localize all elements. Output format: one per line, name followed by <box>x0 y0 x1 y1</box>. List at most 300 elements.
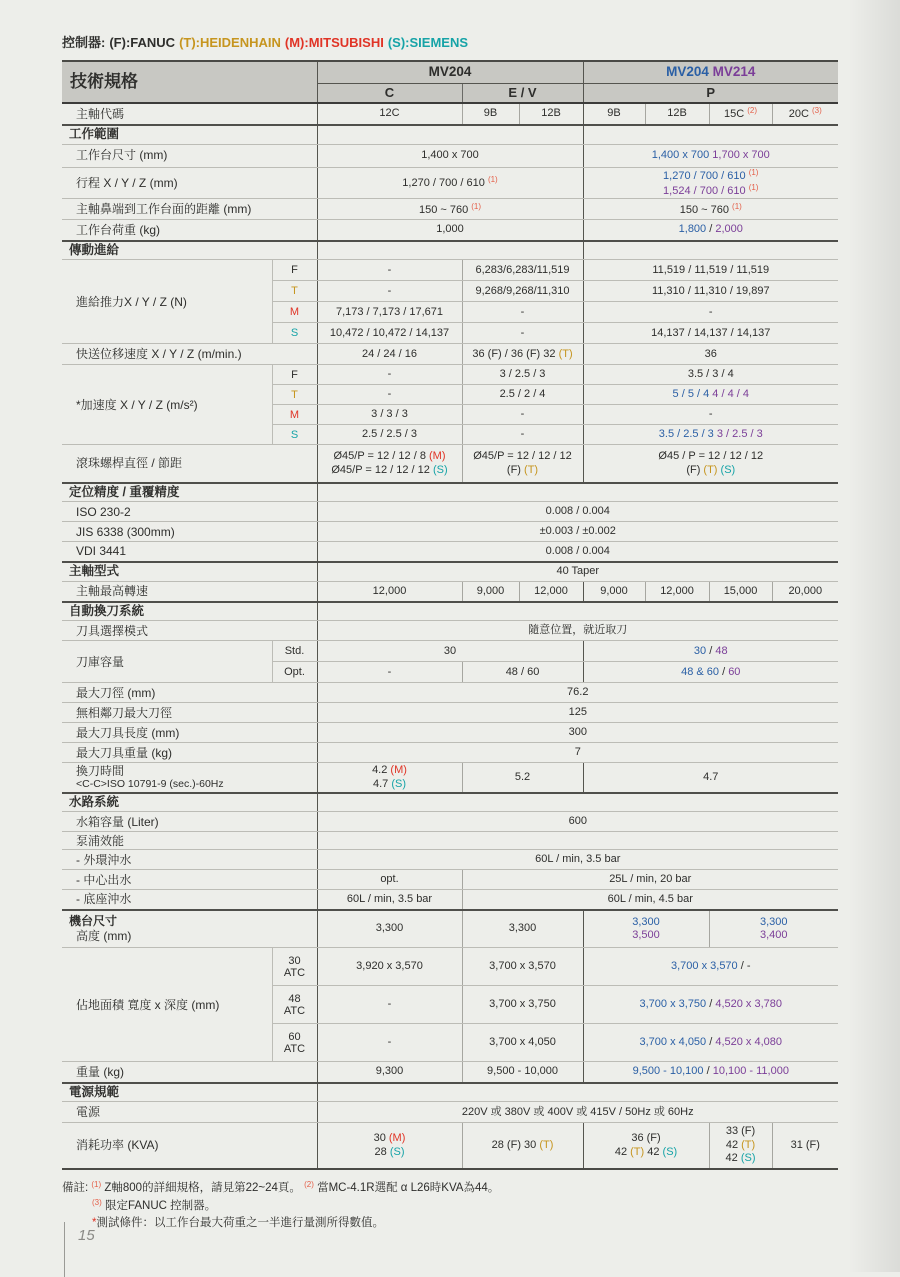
value-cell: 7,173 / 7,173 / 17,671 <box>317 302 462 323</box>
text-segment: (T) <box>741 1138 756 1151</box>
text-segment: (1) <box>91 1179 102 1189</box>
row-label <box>62 167 317 199</box>
label-line: 水箱容量 (Liter) <box>76 814 159 829</box>
text-segment: 150 ~ 760 <box>418 203 472 216</box>
value-line <box>320 778 460 791</box>
text-segment: / <box>706 1036 716 1049</box>
value-cell: 20,000 <box>772 582 838 602</box>
text-segment: 36 (F) <box>631 1132 661 1145</box>
table-row <box>62 502 838 522</box>
section-label <box>62 1083 317 1102</box>
value-cell: 25L / min, 20 bar <box>462 870 838 890</box>
value-cell: 1,000 <box>317 220 583 241</box>
value-cell: 12B <box>519 103 583 125</box>
section-label <box>62 483 317 502</box>
value-line <box>320 464 460 477</box>
value-cell <box>583 385 838 405</box>
label-line: 工作範圍 <box>69 127 120 142</box>
table-row <box>62 220 838 241</box>
row-label <box>62 1062 317 1083</box>
value-cell: 1,400 x 700 <box>317 144 583 167</box>
value-line <box>712 1139 770 1152</box>
value-cell <box>583 641 838 662</box>
text-segment: 2,000 <box>715 223 743 236</box>
value-cell: 220V 或 380V 或 400V 或 415V / 50Hz 或 60Hz <box>317 1102 838 1123</box>
value-cell <box>583 910 709 948</box>
value-cell <box>317 763 462 793</box>
label-line: <C-C>ISO 10791-9 (sec.)-60Hz <box>76 778 224 791</box>
value-cell: 31 (F) <box>772 1123 838 1169</box>
text-segment: 4 / 4 / 4 <box>712 388 749 401</box>
text-segment: 30 <box>373 1132 389 1145</box>
value-cell: 60L / min, 4.5 bar <box>462 890 838 910</box>
text-segment: 1,400 x 700 <box>651 148 710 161</box>
text-segment: 33 (F) <box>725 1125 756 1138</box>
value-cell <box>583 425 838 445</box>
text-segment: MV214 <box>708 64 756 80</box>
label-line: - 中心出水 <box>76 872 132 887</box>
spec-table <box>62 60 838 1170</box>
row-label <box>62 621 317 641</box>
table-row <box>62 167 838 199</box>
text-segment: 42 <box>614 1145 631 1158</box>
row-label <box>62 1123 317 1169</box>
value-cell: - <box>462 323 583 344</box>
value-cell <box>583 125 838 144</box>
text-segment: Ø45/P = 12 / 12 / 12 <box>473 450 572 463</box>
text-segment: / <box>719 665 729 678</box>
label-line: 傳動進給 <box>69 242 120 257</box>
variant-ev: E / V <box>462 83 583 103</box>
value-cell: 3,700 x 4,050 <box>462 1024 583 1062</box>
text-segment: / <box>706 223 716 236</box>
sub-label-line: ATC <box>283 1042 306 1055</box>
sub-label: T <box>272 281 317 302</box>
row-label <box>62 220 317 241</box>
value-cell <box>583 199 838 220</box>
table-row <box>62 743 838 763</box>
value-cell <box>709 910 838 948</box>
label-line: 刀庫容量 <box>76 654 125 669</box>
text-segment: / <box>706 644 716 657</box>
value-cell: 12,000 <box>317 582 462 602</box>
text-segment: / <box>706 998 716 1011</box>
value-cell: 0.008 / 0.004 <box>317 502 838 522</box>
text-segment: 4,520 x 4,080 <box>715 1036 783 1049</box>
value-cell <box>317 483 838 502</box>
value-cell <box>709 1123 772 1169</box>
text-segment: 48 <box>715 644 728 657</box>
value-cell: 11,519 / 11,519 / 11,519 <box>583 260 838 281</box>
value-cell: 3,700 x 3,570 <box>462 948 583 986</box>
row-label <box>62 948 272 1062</box>
variant-c: C <box>317 83 462 103</box>
value-cell <box>583 948 838 986</box>
text-segment: 9,500 - 10,100 <box>632 1065 704 1078</box>
value-cell: 600 <box>317 812 838 832</box>
text-segment: 150 ~ 760 <box>679 203 733 216</box>
value-cell: 3,300 <box>317 910 462 948</box>
text-segment: 4.7 <box>372 777 392 790</box>
text-segment: (T) <box>539 1138 554 1151</box>
value-line <box>712 1125 770 1138</box>
value-cell: opt. <box>317 870 462 890</box>
sub-label-line: ATC <box>283 1004 306 1017</box>
label-line: 機台尺寸 <box>69 914 118 929</box>
text-segment: 42 <box>644 1145 663 1158</box>
value-cell <box>317 199 583 220</box>
value-cell <box>317 241 583 260</box>
text-segment: (M) <box>388 1132 406 1145</box>
row-label <box>62 445 317 483</box>
value-cell: - <box>462 302 583 323</box>
value-cell: 3,920 x 3,570 <box>317 948 462 986</box>
text-segment: (1) <box>748 182 759 192</box>
text-segment: (2) <box>747 106 758 116</box>
sub-label: M <box>272 302 317 323</box>
value-cell <box>772 103 838 125</box>
page-edge-shading <box>848 0 900 1272</box>
value-cell: 12B <box>645 103 709 125</box>
label-line: 電源規範 <box>69 1084 120 1099</box>
text-segment: 15C <box>724 108 748 121</box>
text-segment: (F) <box>506 463 525 476</box>
text-segment: 3.5 / 2.5 / 3 <box>658 428 714 441</box>
footnote-line <box>62 1197 838 1215</box>
spec-title: 技術規格 <box>62 61 317 103</box>
value-line <box>712 929 837 942</box>
page-number <box>64 1222 95 1277</box>
value-cell: - <box>317 281 462 302</box>
value-cell: 76.2 <box>317 683 838 703</box>
value-cell: 3 / 3 / 3 <box>317 405 462 425</box>
row-label <box>62 582 317 602</box>
value-cell: 125 <box>317 703 838 723</box>
label-line: 主軸鼻端到工作台面的距離 (mm) <box>76 202 252 216</box>
value-line <box>712 916 837 929</box>
value-line <box>586 929 707 942</box>
value-cell: 9B <box>583 103 645 125</box>
text-segment: 3,300 <box>632 915 660 928</box>
section-label <box>62 241 317 260</box>
row-label <box>62 890 317 910</box>
table-row <box>62 582 838 602</box>
value-cell <box>462 344 583 365</box>
text-segment: (1) <box>748 167 759 177</box>
text-segment: (S) <box>662 1145 678 1158</box>
value-cell <box>462 1123 583 1169</box>
text-segment: 4.2 <box>372 764 391 777</box>
sub-label: T <box>272 385 317 405</box>
section-label <box>62 793 317 812</box>
value-line <box>586 1146 707 1159</box>
text-segment: 1,700 x 700 <box>712 148 770 161</box>
label-line: 快送位移速度 X / Y / Z (m/min.) <box>76 347 242 361</box>
section-row <box>62 125 838 144</box>
text-segment: 28 <box>374 1145 390 1158</box>
header-row-models <box>62 61 838 83</box>
value-cell: 2.5 / 2.5 / 3 <box>317 425 462 445</box>
value-cell: 3 / 2.5 / 3 <box>462 365 583 385</box>
text-segment: (3) <box>812 106 822 116</box>
text-segment: 4,520 x 3,780 <box>715 998 783 1011</box>
text-segment: (F) <box>686 463 704 476</box>
label-line: - 外環沖水 <box>76 852 132 867</box>
table-row <box>62 103 838 125</box>
text-segment: (S) <box>389 1145 405 1158</box>
table-row <box>62 542 838 562</box>
value-line <box>320 1146 460 1159</box>
table-row <box>62 723 838 743</box>
value-cell: - <box>317 260 462 281</box>
section-row <box>62 602 838 621</box>
table-row <box>62 763 838 793</box>
section-label <box>62 562 317 582</box>
sub-label-line: 48 <box>288 992 301 1005</box>
row-label <box>62 910 317 948</box>
value-cell: 0.008 / 0.004 <box>317 542 838 562</box>
sub-label-line: 30 <box>288 954 301 967</box>
text-segment: 30 <box>693 644 707 657</box>
table-row <box>62 199 838 220</box>
label-line: 定位精度 / 重覆精度 <box>69 484 180 499</box>
label-line: 自動換刀系統 <box>69 603 145 618</box>
table-row <box>62 850 838 870</box>
value-cell: 5.2 <box>462 763 583 793</box>
value-line <box>586 450 837 463</box>
table-row <box>62 260 838 281</box>
label-line: ISO 230-2 <box>76 504 131 519</box>
value-line <box>586 916 707 929</box>
value-cell: - <box>317 662 462 683</box>
value-cell <box>583 167 838 199</box>
table-row <box>62 1062 838 1083</box>
value-cell <box>317 167 583 199</box>
label-line: VDI 3441 <box>76 544 127 559</box>
controller-legend <box>62 32 838 51</box>
model-group-mv204: MV204 <box>317 61 583 83</box>
footnote-line <box>62 1215 838 1232</box>
table-row <box>62 144 838 167</box>
value-line <box>586 168 837 183</box>
row-label <box>62 743 317 763</box>
footnote-line <box>62 1179 838 1197</box>
value-cell: - <box>462 425 583 445</box>
row-label <box>62 723 317 743</box>
row-label <box>62 542 317 562</box>
value-line <box>586 183 837 198</box>
label-line: 最大刀徑 (mm) <box>76 685 156 700</box>
section-row <box>62 241 838 260</box>
footnotes <box>62 1179 838 1233</box>
value-cell: 3,300 <box>462 910 583 948</box>
value-cell: - <box>583 405 838 425</box>
text-segment: 3,500 <box>632 929 660 942</box>
value-cell <box>317 602 838 621</box>
label-line: JIS 6338 (300mm) <box>76 524 175 539</box>
value-cell <box>583 445 838 483</box>
value-cell: - <box>317 1024 462 1062</box>
value-cell: 12C <box>317 103 462 125</box>
text-segment: (T) <box>630 1145 645 1158</box>
value-cell: 6,283/6,283/11,519 <box>462 260 583 281</box>
text-segment: (M) <box>429 450 446 463</box>
value-cell <box>317 125 583 144</box>
value-cell: 9,000 <box>462 582 519 602</box>
value-cell: 3.5 / 3 / 4 <box>583 365 838 385</box>
row-label <box>62 522 317 542</box>
value-cell: 9,500 - 10,000 <box>462 1062 583 1083</box>
row-label <box>62 683 317 703</box>
label-line: 佔地面積 寬度 x 深度 (mm) <box>76 997 220 1012</box>
table-row <box>62 621 838 641</box>
label-line: 行程 X / Y / Z (mm) <box>76 175 178 190</box>
text-segment: Z軸800的詳細規格，請見第22~24頁。 <box>101 1181 301 1194</box>
label-line: 主軸型式 <box>69 564 120 579</box>
label-line: 刀具選擇模式 <box>76 623 149 638</box>
text-segment: * <box>92 1217 97 1230</box>
controller-legend-item: (S):SIEMENS <box>387 35 468 50</box>
row-label <box>62 103 317 125</box>
table-row <box>62 812 838 832</box>
value-cell <box>583 241 838 260</box>
spec-table-body <box>62 103 838 1169</box>
label-line: 滾珠螺桿直徑 / 節距 <box>76 456 183 471</box>
text-segment: / <box>703 1065 713 1078</box>
row-label <box>62 641 272 683</box>
text-segment: 60 <box>728 665 741 678</box>
text-segment: 限定FANUC 控制器。 <box>101 1200 217 1213</box>
value-cell <box>583 1024 838 1062</box>
value-cell: 9,268/9,268/11,310 <box>462 281 583 302</box>
spec-table-header <box>62 61 838 103</box>
value-cell: 36 <box>583 344 838 365</box>
text-segment: 3,700 x 3,750 <box>639 998 707 1011</box>
text-segment: (S) <box>432 463 448 476</box>
sub-label <box>272 986 317 1024</box>
row-label <box>62 1102 317 1123</box>
text-segment: 28 (F) 30 <box>491 1138 540 1151</box>
controller-legend-item: (T):HEIDENHAIN <box>179 35 281 50</box>
value-cell <box>317 793 838 812</box>
label-line: 最大刀具長度 (mm) <box>76 725 180 740</box>
value-line <box>320 1132 460 1145</box>
text-segment: (2) <box>304 1179 314 1189</box>
text-segment: 3,700 x 3,570 <box>671 960 738 973</box>
table-row <box>62 870 838 890</box>
table-row <box>62 683 838 703</box>
label-line: - 底座沖水 <box>76 892 132 907</box>
table-row <box>62 1123 838 1169</box>
table-row <box>62 522 838 542</box>
text-segment: (S) <box>720 463 736 476</box>
label-line: 工作台荷重 (kg) <box>76 222 161 237</box>
text-segment: (1) <box>732 201 742 211</box>
controller-legend-item: (F):FANUC <box>109 35 176 50</box>
text-segment: 36 (F) / 36 (F) 32 <box>472 347 559 360</box>
section-row <box>62 483 838 502</box>
text-segment: (S) <box>391 777 407 790</box>
text-segment: (T) <box>703 463 718 476</box>
table-row <box>62 1102 838 1123</box>
row-label <box>62 365 272 445</box>
value-cell: 7 <box>317 743 838 763</box>
table-row <box>62 641 838 662</box>
text-segment: 3,700 x 4,050 <box>639 1036 707 1049</box>
table-row <box>62 365 838 385</box>
value-cell: ±0.003 / ±0.002 <box>317 522 838 542</box>
value-cell: - <box>583 302 838 323</box>
table-row <box>62 910 838 948</box>
table-row <box>62 445 838 483</box>
value-cell <box>583 662 838 683</box>
text-segment: 3,300 <box>760 915 788 928</box>
label-line: 主軸最高轉速 <box>76 584 149 599</box>
label-line: *加速度 X / Y / Z (m/s²) <box>76 397 198 412</box>
text-segment: MV204 <box>666 64 709 80</box>
row-label <box>62 502 317 522</box>
value-cell: 60L / min, 3.5 bar <box>317 850 838 870</box>
value-cell <box>583 1062 838 1083</box>
value-cell: 11,310 / 11,310 / 19,897 <box>583 281 838 302</box>
text-segment: 42 <box>725 1152 741 1165</box>
sub-label: F <box>272 260 317 281</box>
value-cell <box>583 220 838 241</box>
text-segment: 5 / 5 / 4 <box>672 388 710 401</box>
text-segment: (3) <box>92 1198 102 1208</box>
model-group-mv204-mv214 <box>583 61 838 83</box>
table-row <box>62 890 838 910</box>
value-cell <box>317 832 838 850</box>
text-segment: 1,270 / 700 / 610 <box>402 177 488 190</box>
label-line: 最大刀具重量 (kg) <box>76 745 173 760</box>
text-segment: Ø45/P = 12 / 12 / 8 <box>333 450 429 463</box>
text-segment: 備註: <box>62 1181 92 1194</box>
text-segment: (T) <box>558 347 573 360</box>
section-label <box>62 602 317 621</box>
row-label <box>62 703 317 723</box>
value-cell <box>709 103 772 125</box>
sub-label: F <box>272 365 317 385</box>
value-line <box>320 450 460 463</box>
section-label <box>62 125 317 144</box>
text-segment: (T) <box>524 463 539 476</box>
value-cell <box>583 1123 709 1169</box>
value-cell: 30 <box>317 641 583 662</box>
text-segment: 42 <box>725 1138 742 1151</box>
table-row <box>62 344 838 365</box>
value-cell: 2.5 / 2 / 4 <box>462 385 583 405</box>
value-cell: 9,300 <box>317 1062 462 1083</box>
label-line: 進給推力X / Y / Z (N) <box>76 294 187 309</box>
label-line: 重量 (kg) <box>76 1064 125 1079</box>
table-row <box>62 703 838 723</box>
value-cell: 15,000 <box>709 582 772 602</box>
sub-label-line: 60 <box>288 1030 301 1043</box>
value-cell <box>317 1083 838 1102</box>
value-line <box>712 1152 770 1165</box>
label-line: 主軸代碼 <box>76 106 125 121</box>
controller-legend-prefix: 控制器: <box>62 35 106 50</box>
label-line: 高度 (mm) <box>76 929 132 944</box>
label-line: 消耗功率 (KVA) <box>76 1138 159 1153</box>
text-segment: 當MC-4.1R選配 α L26時KVA為44。 <box>313 1181 500 1194</box>
value-cell: 10,472 / 10,472 / 14,137 <box>317 323 462 344</box>
value-line <box>586 1132 707 1145</box>
text-segment: 3,400 <box>760 929 788 942</box>
sub-label: Std. <box>272 641 317 662</box>
table-row <box>62 832 838 850</box>
